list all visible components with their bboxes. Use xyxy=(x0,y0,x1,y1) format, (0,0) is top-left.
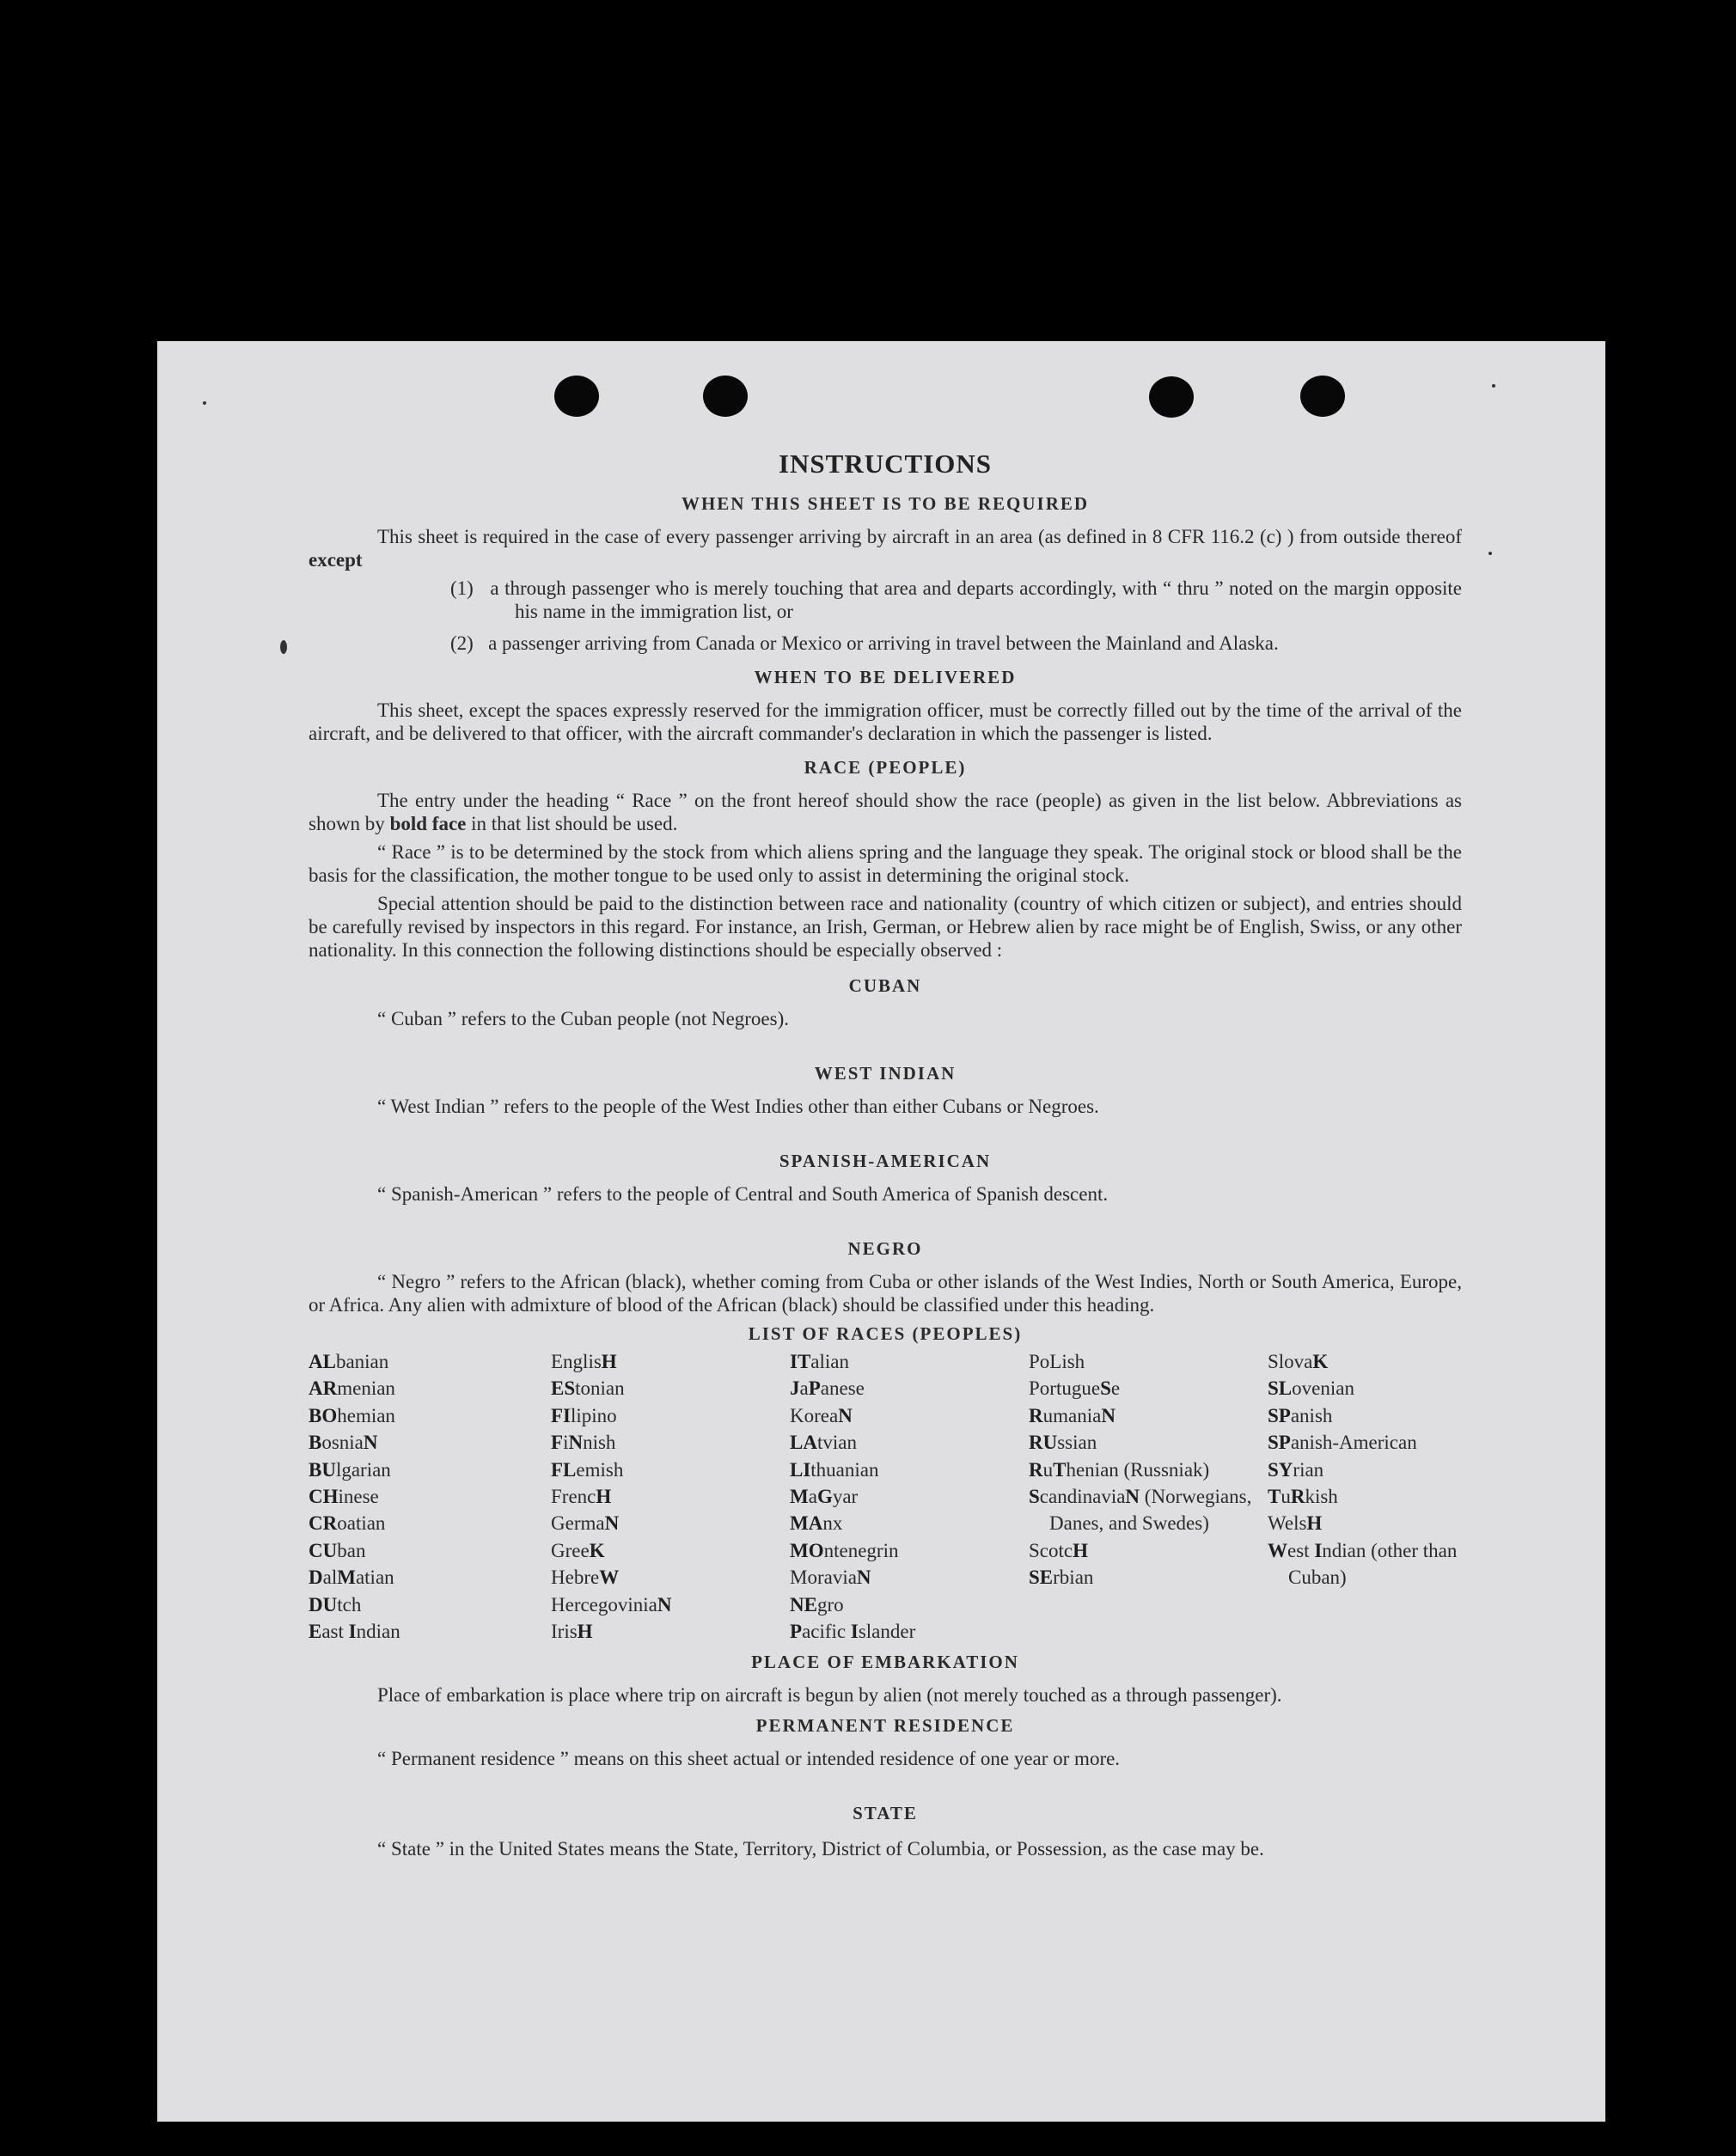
race-item: LAtvian xyxy=(790,1432,857,1454)
race-item: ScandinaviaN (Norwegians, Danes, and Swedes) xyxy=(1029,1486,1252,1535)
race-column xyxy=(1268,1348,1462,1645)
section-heading: SPANISH-AMERICAN xyxy=(779,1151,992,1171)
race-item: HercegoviniaN xyxy=(551,1593,672,1615)
section-heading: WHEN TO BE DELIVERED xyxy=(754,667,1017,687)
race-item: PortugueSe xyxy=(1029,1377,1121,1400)
race-item: EnglisH xyxy=(551,1351,617,1372)
race-item: SlovaK xyxy=(1268,1351,1329,1372)
section-heading: CUBAN xyxy=(848,975,922,996)
race-item: SErbian xyxy=(1029,1567,1094,1589)
race-item: IrisH xyxy=(551,1621,593,1643)
race-item: CRoatian xyxy=(309,1512,386,1535)
race-item: RuThenian (Russniak) xyxy=(1029,1458,1210,1481)
punch-hole xyxy=(554,376,599,417)
race-item: LIthuanian xyxy=(790,1458,879,1481)
paragraph: This sheet is required in the case of every passenger arriving by aircraft in an area (as defined in 8 CFR 116.2 (c) ) from outside thereof except xyxy=(309,526,1462,571)
race-item: SPanish xyxy=(1268,1404,1333,1426)
section-heading: RACE (PEOPLE) xyxy=(804,757,967,778)
paragraph: “ Permanent residence ” means on this sheet actual or intended residence of one year or more. xyxy=(377,1748,1121,1770)
race-item: ITalian xyxy=(790,1351,849,1372)
race-item: DalMatian xyxy=(309,1567,394,1589)
punch-hole xyxy=(1300,376,1345,417)
race-item: CUban xyxy=(309,1539,366,1561)
document-sheet xyxy=(157,341,1605,2122)
race-item: TuRkish xyxy=(1268,1486,1338,1508)
race-item: MaGyar xyxy=(790,1486,859,1508)
race-column xyxy=(1029,1348,1268,1645)
race-item: EStonian xyxy=(551,1377,625,1400)
paragraph: “ Spanish-American ” refers to the people of Central and South America of Spanish descent. xyxy=(377,1183,1109,1205)
race-item: RUssian xyxy=(1029,1432,1097,1454)
race-item: BosniaN xyxy=(309,1432,378,1454)
race-item: FrencH xyxy=(551,1486,612,1508)
list-item: (2) a passenger arriving from Canada or Mexico or arriving in travel between the Mainland and Alaska. xyxy=(450,632,1279,654)
instructions-content xyxy=(309,449,1462,1868)
page-title: INSTRUCTIONS xyxy=(778,449,992,479)
race-item: JaPanese xyxy=(790,1377,865,1400)
race-list xyxy=(309,1348,1462,1645)
list-item: (1) a through passenger who is merely touching that area and departs accordingly, with “ thru ” noted on the margin opposite his name in the immigration list, or xyxy=(450,577,1463,622)
race-item: FLemish xyxy=(551,1458,624,1481)
race-item: PoLish xyxy=(1029,1351,1085,1372)
race-item: RumaniaN xyxy=(1029,1404,1116,1426)
paragraph: “ Race ” is to be determined by the stock from which aliens spring and the language they speak. The original stock or blood shall be the basis for the classification, the mother tongue to be used only to assist in determining the original stock. xyxy=(309,841,1462,886)
speck xyxy=(1492,384,1495,388)
paragraph: “ Cuban ” refers to the Cuban people (not Negroes). xyxy=(377,1008,790,1029)
paragraph: The entry under the heading “ Race ” on the front hereof should show the race (people) as given in the list below. Abbreviations as shown by bold face in that list should be used. xyxy=(309,790,1462,834)
race-item: GreeK xyxy=(551,1539,605,1561)
race-item: MoraviaN xyxy=(790,1567,871,1589)
speck xyxy=(203,401,206,405)
race-item: SPanish-American xyxy=(1268,1432,1417,1454)
race-item: HebreW xyxy=(551,1567,620,1589)
paragraph: This sheet, except the spaces expressly reserved for the immigration officer, must be correctly filled out by the time of the arrival of the aircraft, and be delivered to that officer, with the aircraft commander's declaration in which the passenger is listed. xyxy=(309,699,1462,744)
punch-hole xyxy=(1149,376,1194,418)
race-item: CHinese xyxy=(309,1486,379,1508)
section-heading: PLACE OF EMBARKATION xyxy=(751,1652,1019,1673)
race-column xyxy=(790,1348,1029,1645)
race-item: Pacific Islander xyxy=(790,1621,916,1643)
section-heading: LIST OF RACES (PEOPLES) xyxy=(748,1323,1023,1344)
race-item: MAnx xyxy=(790,1512,843,1535)
race-item: FiNnish xyxy=(551,1432,616,1454)
race-item: SLovenian xyxy=(1268,1377,1354,1400)
speck xyxy=(280,640,287,654)
race-item: SYrian xyxy=(1268,1458,1324,1481)
paragraph: Place of embarkation is place where trip on aircraft is begun by alien (not merely touched as a through passenger). xyxy=(377,1684,1282,1707)
race-column xyxy=(551,1348,790,1645)
race-item: East Indian xyxy=(309,1621,400,1643)
race-item: DUtch xyxy=(309,1593,362,1615)
section-heading: PERMANENT RESIDENCE xyxy=(755,1715,1015,1737)
race-item: FIlipino xyxy=(551,1404,617,1426)
punch-hole xyxy=(703,376,748,417)
race-column xyxy=(309,1348,551,1645)
race-item: GermaN xyxy=(551,1512,620,1535)
race-item: West Indian (other than Cuban) xyxy=(1268,1539,1458,1589)
race-item: WelsH xyxy=(1268,1512,1323,1535)
race-item: ALbanian xyxy=(309,1351,389,1372)
race-item: ARmenian xyxy=(309,1377,395,1400)
race-item: KoreaN xyxy=(790,1404,853,1426)
paragraph: Special attention should be paid to the distinction between race and nationality (country of which citizen or subject), and entries should be carefully revised by inspectors in this regard. For instance, an Irish, German, or Hebrew alien by race might be of English, Swiss, or any other nationality. In this connection the following distinctions should be especially observed : xyxy=(309,893,1462,961)
paragraph: “ State ” in the United States means the State, Territory, District of Columbia, or Possession, as the case may be. xyxy=(377,1838,1264,1860)
paragraph: “ Negro ” refers to the African (black), whether coming from Cuba or other islands of the West Indies, North or South America, Europe, or Africa. Any alien with admixture of blood of the African (black) should be classified under this heading. xyxy=(309,1271,1462,1316)
section-heading: WEST INDIAN xyxy=(814,1063,957,1084)
speck xyxy=(1488,552,1492,555)
race-item: MOntenegrin xyxy=(790,1539,899,1561)
race-item: ScotcH xyxy=(1029,1539,1088,1561)
race-item: BOhemian xyxy=(309,1404,395,1426)
paragraph: “ West Indian ” refers to the people of the West Indies other than either Cubans or Negroes. xyxy=(377,1096,1099,1117)
section-heading: NEGRO xyxy=(847,1238,923,1259)
section-heading: STATE xyxy=(853,1803,918,1824)
section-heading: WHEN THIS SHEET IS TO BE REQUIRED xyxy=(681,493,1090,514)
race-item: BUlgarian xyxy=(309,1458,391,1481)
race-item: NEgro xyxy=(790,1593,844,1615)
